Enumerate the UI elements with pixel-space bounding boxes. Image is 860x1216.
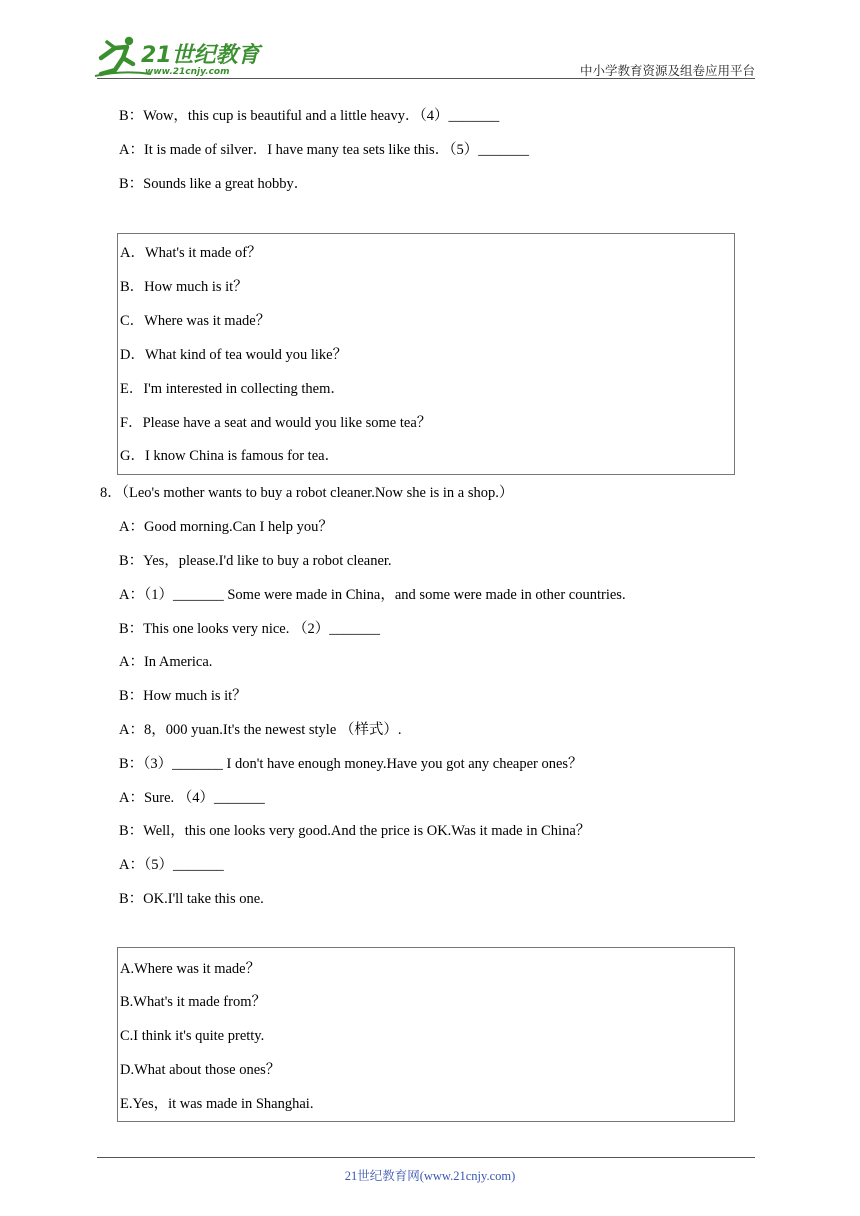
dialogue-line: A：Good morning.Can I help you？ [119, 519, 333, 535]
dialogue-line: B：Well，this one looks very good.And the price is OK.Was it made in China？ [119, 823, 591, 839]
option-item: E．I'm interested in collecting them． [120, 381, 345, 397]
options-box [117, 233, 735, 475]
options-box [117, 947, 735, 1122]
dialogue-line: A：It is made of silver．I have many tea sets like this．（5）_______ [119, 142, 529, 158]
question-title: 8．（Leo's mother wants to buy a robot cleaner.Now she is in a shop.） [100, 485, 514, 501]
option-item: D．What kind of tea would you like？ [120, 347, 348, 363]
option-item: D.What about those ones？ [120, 1062, 281, 1078]
dialogue-line: B：OK.I'll take this one. [119, 891, 264, 907]
option-item: A.Where was it made？ [120, 961, 261, 977]
header-platform-text: 中小学教育资源及组卷应用平台 [579, 63, 755, 78]
option-item: E.Yes，it was made in Shanghai. [120, 1096, 314, 1112]
dialogue-line: B：Sounds like a great hobby． [119, 176, 309, 192]
dialogue-line: B：Wow，this cup is beautiful and a little heavy．（4）_______ [119, 108, 500, 124]
dialogue-line: B：（3）_______ I don't have enough money.Have you got any cheaper ones？ [119, 756, 583, 772]
option-item: B.What's it made from？ [120, 994, 266, 1010]
dialogue-line: A：（1）_______ Some were made in China，and some were made in other countries. [119, 587, 626, 603]
dialogue-line: A：8，000 yuan.It's the newest style （样式）. [119, 722, 402, 738]
option-item: C.I think it's quite pretty. [120, 1028, 265, 1044]
site-logo [93, 34, 263, 78]
dialogue-line: B：Yes，please.I'd like to buy a robot cleaner. [119, 553, 392, 569]
option-item: A．What's it made of？ [120, 245, 262, 261]
option-item: G．I know China is famous for tea． [120, 448, 340, 464]
logo-url: www.21cnjy.com [145, 67, 230, 77]
option-item: B．How much is it？ [120, 279, 248, 295]
logo-text: 21世纪教育 [141, 43, 260, 68]
option-item: C．Where was it made？ [120, 313, 271, 329]
footer-divider [97, 1157, 755, 1158]
header-divider [97, 78, 755, 79]
dialogue-line: A：In America. [119, 654, 213, 670]
dialogue-line: B：This one looks very nice. （2）_______ [119, 621, 380, 637]
dialogue-line: A：（5）_______ [119, 857, 224, 873]
dialogue-line: B：How much is it？ [119, 688, 247, 704]
footer-link[interactable]: 21世纪教育网(www.21cnjy.com) [344, 1169, 516, 1183]
dialogue-line: A：Sure. （4）_______ [119, 790, 265, 806]
option-item: F．Please have a seat and would you like some tea？ [120, 415, 432, 431]
